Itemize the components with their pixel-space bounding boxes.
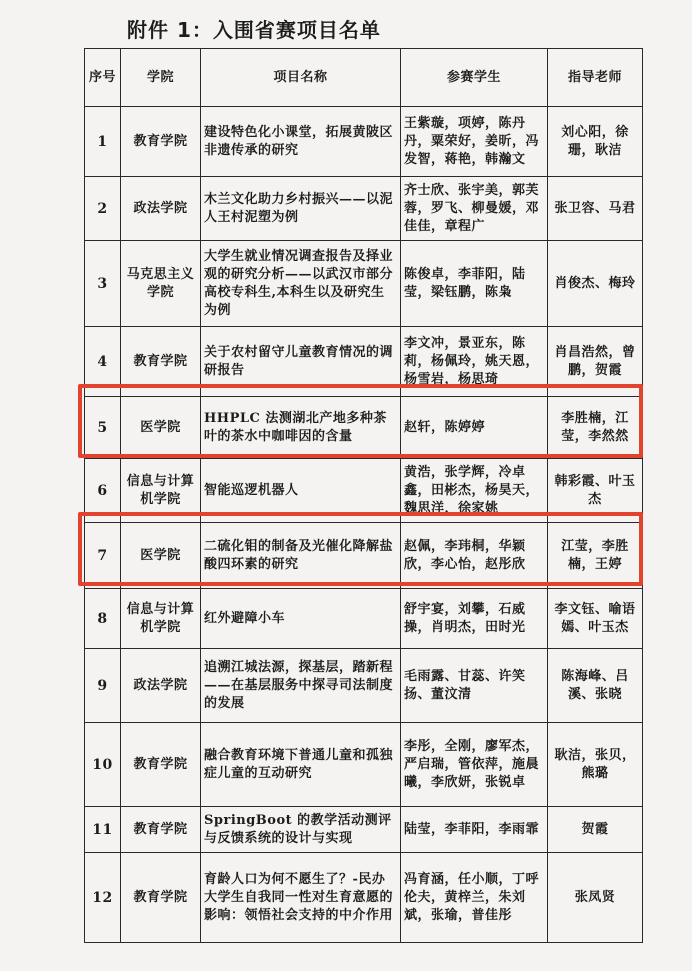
table-row [85, 327, 643, 397]
cell-students: 齐士欣、张宇美，郭芙蓉，罗飞、柳曼媛，邓佳佳，章程广 [401, 177, 548, 241]
cell-advisors: 张卫容、马君 [548, 177, 643, 241]
table-row [85, 853, 643, 943]
cell-project: 大学生就业情况调查报告及择业观的研究分析——以武汉市部分高校专科生,本科生以及研究生为例 [201, 241, 401, 327]
cell-project: 育龄人口为何不愿生了？-民办大学生自我同一性对生育意愿的影响：领悟社会支持的中介作用 [201, 853, 401, 943]
cell-students: 冯育涵，任小顺，丁呼伦夫，黄梓兰，朱刘斌，张瑜，普佳彤 [401, 853, 548, 943]
cell-college: 教育学院 [121, 327, 201, 397]
table-row [85, 397, 643, 459]
table-row [85, 107, 643, 177]
cell-advisors: 肖昌浩然，曾鹏，贺霞 [548, 327, 643, 397]
header-students: 参赛学生 [401, 49, 548, 107]
cell-project: 关于农村留守儿童教育情况的调研报告 [201, 327, 401, 397]
cell-no: 6 [85, 459, 121, 523]
cell-college: 政法学院 [121, 177, 201, 241]
cell-project: SpringBoot 的教学活动测评与反馈系统的设计与实现 [201, 807, 401, 853]
cell-students: 舒宇宴，刘攀，石威操，肖明杰，田时光 [401, 589, 548, 649]
cell-students: 李彤，全刚，廖军杰，严启瑞，管依萍，施晨曦，李欣妍，张锐卓 [401, 723, 548, 807]
cell-college: 马克思主义学院 [121, 241, 201, 327]
cell-students: 陆莹，李菲阳，李雨霏 [401, 807, 548, 853]
cell-college: 医学院 [121, 397, 201, 459]
cell-project: 红外避障小车 [201, 589, 401, 649]
cell-no: 11 [85, 807, 121, 853]
header-row [85, 49, 643, 107]
cell-college: 教育学院 [121, 807, 201, 853]
table-row [85, 177, 643, 241]
cell-project: 二硫化钼的制备及光催化降解盐酸四环素的研究 [201, 523, 401, 589]
cell-college: 信息与计算机学院 [121, 589, 201, 649]
cell-no: 9 [85, 649, 121, 723]
table-row [85, 459, 643, 523]
cell-no: 1 [85, 107, 121, 177]
cell-advisors: 肖俊杰、梅玲 [548, 241, 643, 327]
page-title: 附件 1：入围省赛项目名单 [127, 18, 381, 42]
table-row [85, 523, 643, 589]
cell-advisors: 李胜楠，江莹，李然然 [548, 397, 643, 459]
header-advisors: 指导老师 [548, 49, 643, 107]
cell-college: 教育学院 [121, 107, 201, 177]
cell-project: 木兰文化助力乡村振兴——以泥人王村泥塑为例 [201, 177, 401, 241]
project-table [84, 48, 643, 943]
header-project: 项目名称 [201, 49, 401, 107]
cell-college: 政法学院 [121, 649, 201, 723]
cell-college: 医学院 [121, 523, 201, 589]
cell-students: 黄浩，张学辉，冷卓鑫，田彬杰，杨昊天，魏思洋，徐家姚 [401, 459, 548, 523]
cell-advisors: 李文钰、喻语嫣、叶玉杰 [548, 589, 643, 649]
cell-no: 12 [85, 853, 121, 943]
cell-advisors: 江莹，李胜楠，王婷 [548, 523, 643, 589]
cell-no: 8 [85, 589, 121, 649]
table-row [85, 241, 643, 327]
cell-students: 陈俊卓，李菲阳，陆莹，梁钰鹏，陈枭 [401, 241, 548, 327]
cell-students: 毛雨露、甘蕊、许笑扬、董汶清 [401, 649, 548, 723]
header-no: 序号 [85, 49, 121, 107]
cell-college: 教育学院 [121, 723, 201, 807]
cell-students: 赵轩，陈婷婷 [401, 397, 548, 459]
cell-project: 融合教育环境下普通儿童和孤独症儿童的互动研究 [201, 723, 401, 807]
cell-no: 4 [85, 327, 121, 397]
cell-advisors: 张凤贤 [548, 853, 643, 943]
cell-no: 10 [85, 723, 121, 807]
cell-college: 教育学院 [121, 853, 201, 943]
cell-project: 建设特色化小课堂，拓展黄陂区非遗传承的研究 [201, 107, 401, 177]
cell-advisors: 韩彩霞、叶玉杰 [548, 459, 643, 523]
cell-no: 7 [85, 523, 121, 589]
cell-no: 2 [85, 177, 121, 241]
cell-advisors: 贺霞 [548, 807, 643, 853]
cell-no: 3 [85, 241, 121, 327]
cell-advisors: 耿洁，张贝，熊璐 [548, 723, 643, 807]
cell-students: 李文冲，景亚东，陈莉，杨佩玲，姚天恩，杨雪岩，杨思琦 [401, 327, 548, 397]
cell-project: 智能巡逻机器人 [201, 459, 401, 523]
table-row [85, 807, 643, 853]
cell-students: 王紫璇，项婷，陈丹丹，粟荣好，姜昕，冯发智，蒋艳，韩瀚文 [401, 107, 548, 177]
table-row [85, 723, 643, 807]
cell-advisors: 陈海峰、吕溪、张晓 [548, 649, 643, 723]
cell-college: 信息与计算机学院 [121, 459, 201, 523]
cell-advisors: 刘心阳，徐珊，耿洁 [548, 107, 643, 177]
header-college: 学院 [121, 49, 201, 107]
cell-no: 5 [85, 397, 121, 459]
cell-students: 赵佩，李玮桐，华颖欣，李心怡，赵彤欣 [401, 523, 548, 589]
table-row [85, 649, 643, 723]
cell-project: HHPLC 法测湖北产地多种茶叶的茶水中咖啡因的含量 [201, 397, 401, 459]
cell-project: 追溯江城法源，探基层，踏新程——在基层服务中探寻司法制度的发展 [201, 649, 401, 723]
table-row [85, 589, 643, 649]
